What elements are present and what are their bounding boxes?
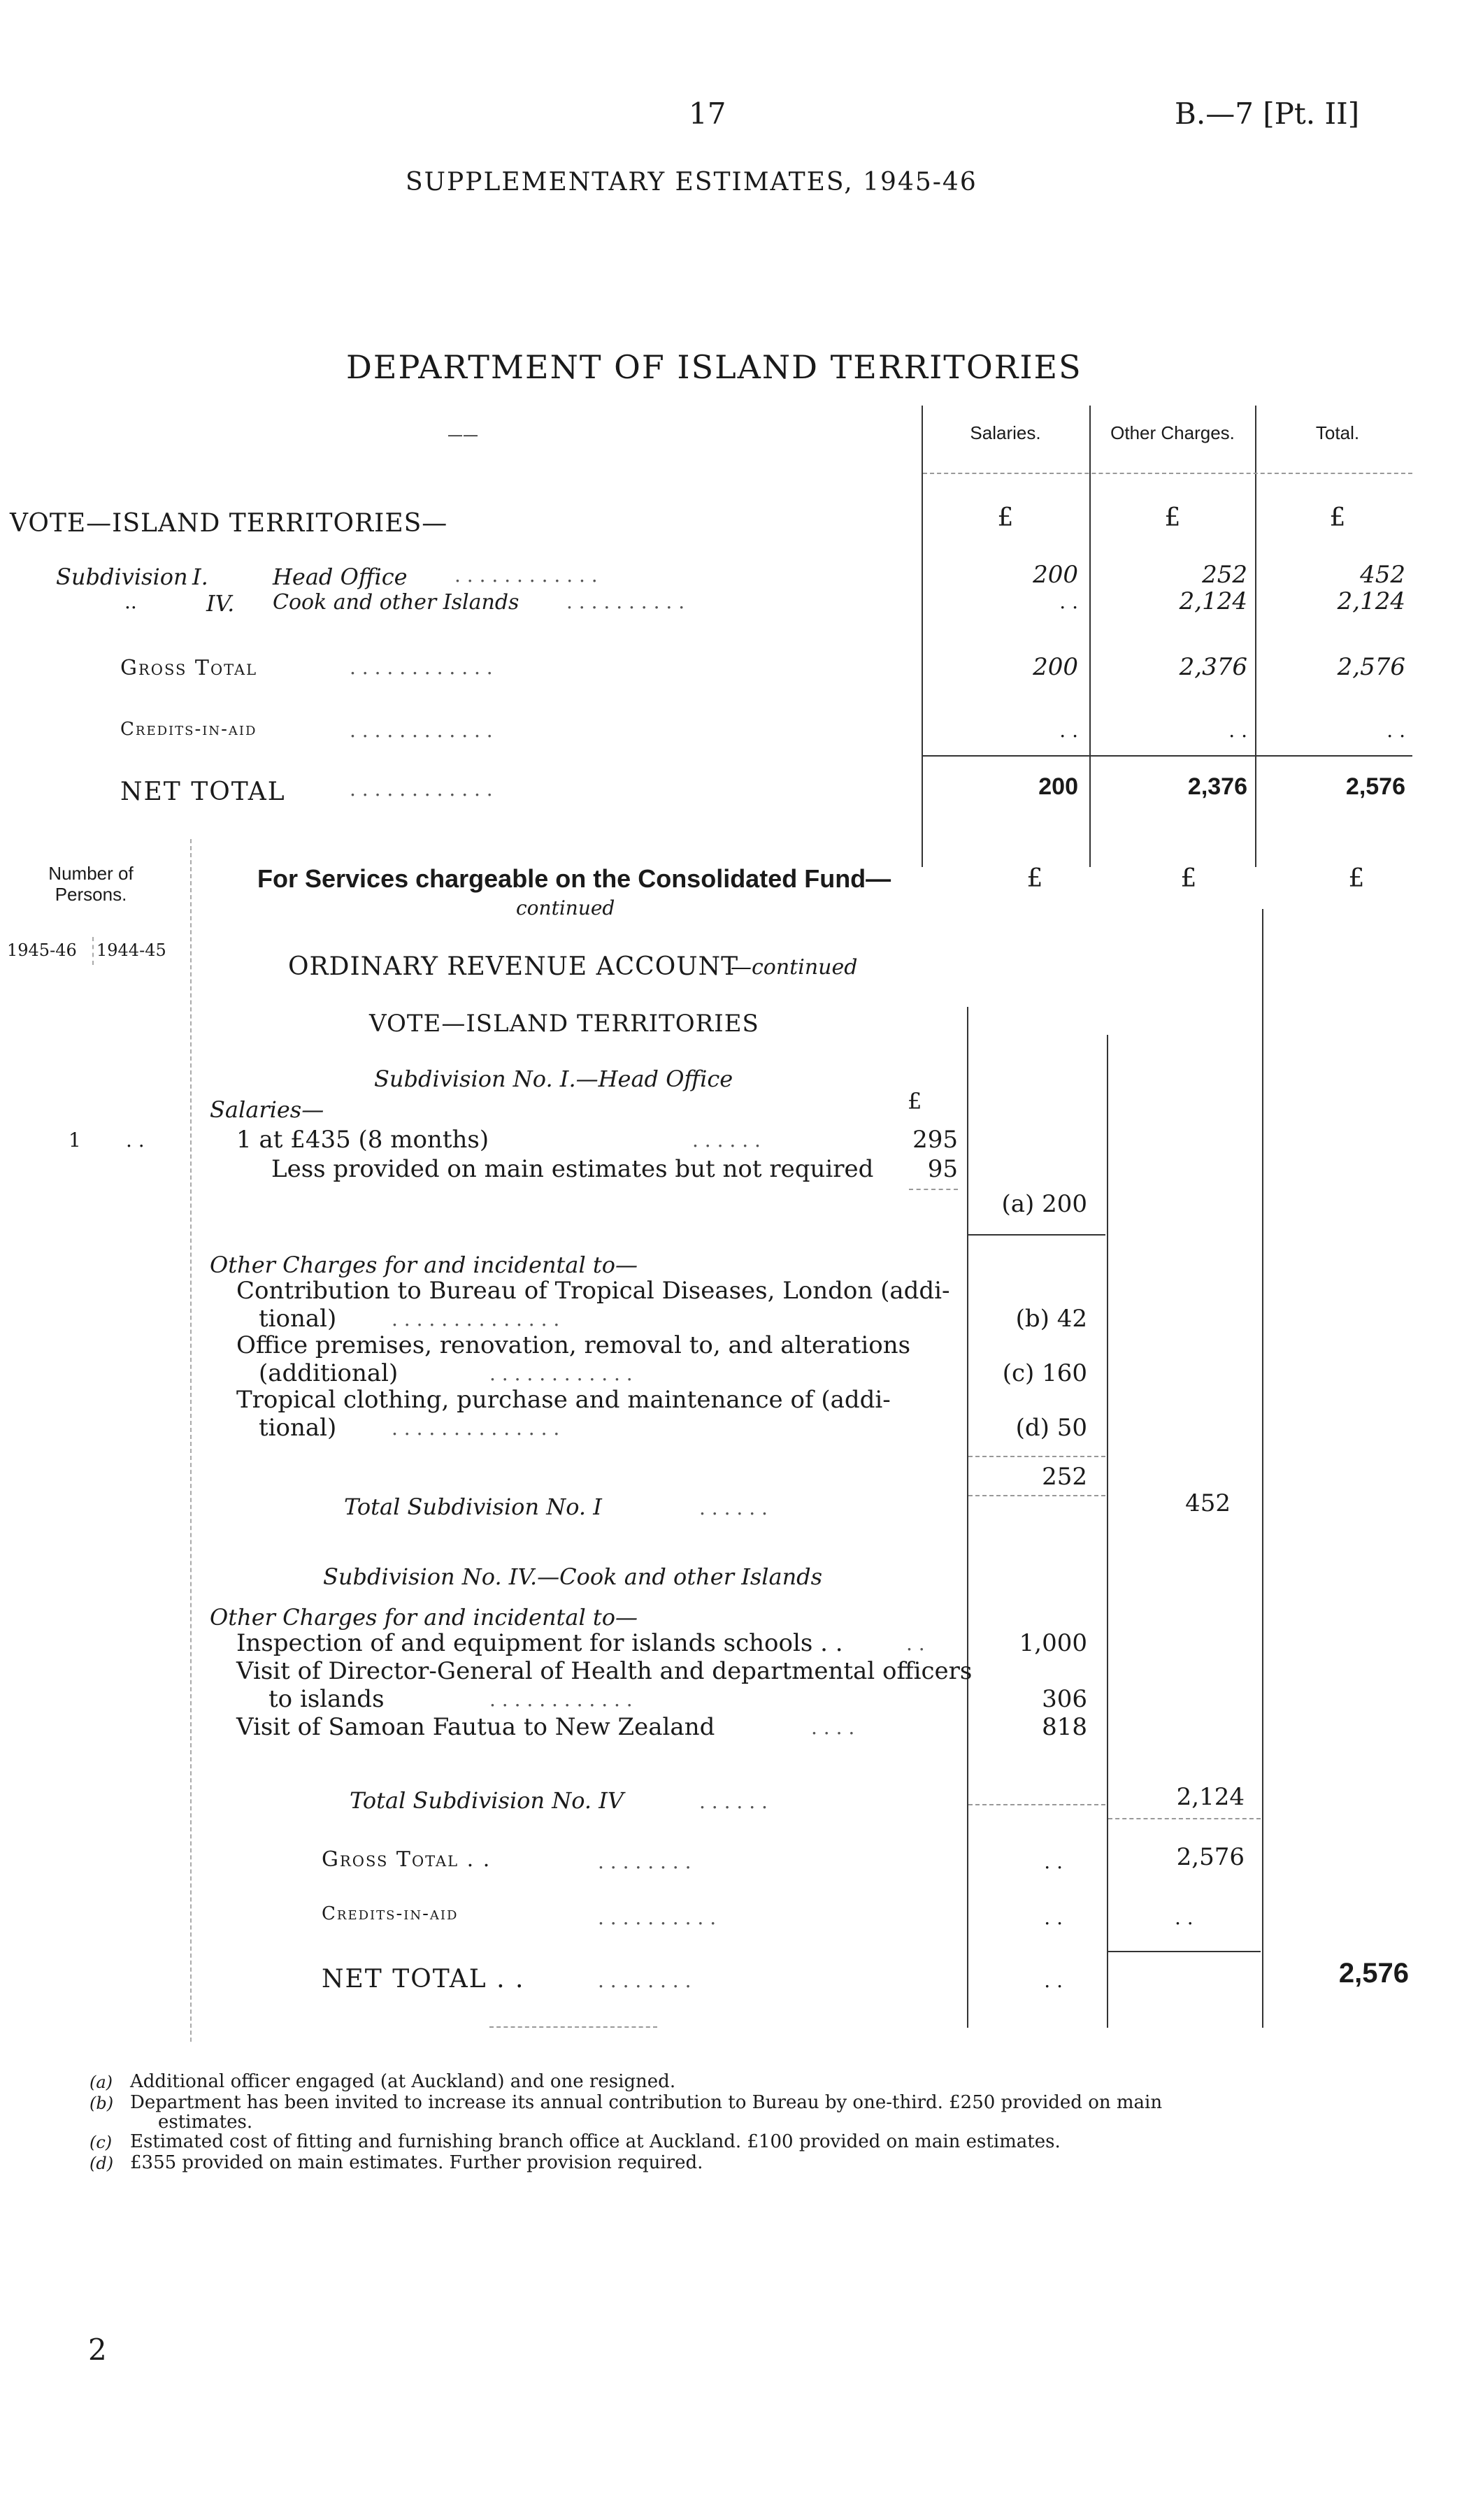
detail-col-divider-1 — [967, 1007, 968, 2028]
sub4-item-3-dots: . . . . — [811, 1716, 855, 1739]
gross-rule — [1108, 1818, 1261, 1819]
footnote-b-text: Department has been invited to increase its annual contribution to Bureau by one-third. £250 provided on main — [130, 2092, 1163, 2113]
charge-3-dots: . . . . . . . . . . . . . . — [392, 1417, 560, 1440]
detail-end-rule — [489, 2026, 657, 2028]
detail-gross-dots: . . . . . . . . — [598, 1850, 691, 1873]
footnote-c-text: Estimated cost of fitting and furnishing branch office at Auckland. £100 provided on main estimates. — [130, 2131, 1061, 2152]
other-subtotal: 252 — [1042, 1463, 1087, 1491]
detail-gross-other: 2,576 — [1176, 1843, 1245, 1871]
running-title: SUPPLEMENTARY ESTIMATES, 1945-46 — [406, 168, 977, 196]
salaries-label: Salaries— — [210, 1096, 324, 1123]
persons-column-rule — [190, 839, 192, 2042]
salary-subtotal-rule — [909, 1189, 958, 1190]
col-header-total: Total. — [1315, 422, 1360, 443]
charge-1-dots: . . . . . . . . . . . . . . — [392, 1308, 560, 1331]
credits-total: . . — [1386, 719, 1405, 742]
net-total-dots: . . . . . . . . . . . . — [350, 778, 493, 801]
account-title: ORDINARY REVENUE ACCOUNT — [288, 952, 739, 981]
row1-total: 452 — [1360, 561, 1405, 589]
detail-vote-title: VOTE—ISLAND TERRITORIES — [369, 1010, 759, 1038]
credits-label: Credits-in-aid — [120, 719, 257, 740]
row2-name: Cook and other Islands — [273, 590, 519, 615]
sub1-title: Subdivision No. I.—Head Office — [374, 1066, 733, 1092]
detail-credits-label: Credits-in-aid — [322, 1903, 459, 1924]
detail-col-divider-2 — [1107, 1035, 1108, 2028]
sub4-item-3: Visit of Samoan Fautua to New Zealand — [236, 1713, 715, 1741]
charge-2-dots: . . . . . . . . . . . . — [489, 1362, 633, 1385]
inner-currency: £ — [908, 1088, 922, 1115]
currency-total: £ — [1329, 503, 1346, 532]
account-continued: —continued — [731, 955, 858, 980]
sub4-total: 2,124 — [1176, 1783, 1245, 1811]
document-reference: B.—7 [Pt. II] — [1175, 96, 1360, 131]
charge-3-amount: (d) 50 — [1015, 1414, 1087, 1442]
net-total-total: 2,576 — [1345, 773, 1405, 800]
sub4-item-1-amount: 1,000 — [1019, 1629, 1087, 1657]
detail-credits-dots: . . . . . . . . . . — [598, 1906, 717, 1929]
detail-col-divider-3 — [1262, 909, 1263, 2028]
footnote-c-mark: (c) — [89, 2133, 113, 2152]
gross-total-salaries: 200 — [1033, 653, 1078, 681]
net-total-label: NET TOTAL — [120, 778, 286, 806]
salary-line-1-dots: . . . . . . — [692, 1129, 761, 1152]
row1-name: Head Office — [273, 564, 408, 590]
gross-total-other: 2,376 — [1179, 653, 1247, 681]
credits-other: . . — [1228, 719, 1247, 742]
year-current: 1945-46 — [7, 940, 77, 960]
row1-prefix: Subdivision — [56, 564, 188, 590]
salary-line-1-amount: 295 — [912, 1126, 958, 1154]
detail-net-total: 2,576 — [1338, 1958, 1409, 1989]
sub4-item-1: Inspection of and equipment for islands schools . . — [236, 1629, 843, 1657]
credits-salaries: . . — [1059, 719, 1078, 742]
gross-total-dots: . . . . . . . . . . . . — [350, 656, 493, 679]
detail-currency-1: £ — [1026, 864, 1043, 893]
salary-line-1: 1 at £435 (8 months) — [236, 1126, 489, 1154]
row2-total: 2,124 — [1337, 587, 1405, 615]
department-title: DEPARTMENT OF ISLAND TERRITORIES — [346, 348, 1082, 386]
salaries-total-rule — [968, 1234, 1105, 1236]
services-title: For Services chargeable on the Consolidated Fund— — [257, 864, 891, 893]
salaries-total: (a) 200 — [1001, 1190, 1087, 1218]
charge-1-line1: Contribution to Bureau of Tropical Diseases, London (addi- — [236, 1277, 950, 1305]
charge-2-amount: (c) 160 — [1002, 1359, 1087, 1387]
persons-header: Number of Persons. — [48, 863, 134, 905]
header-dash: —— — [447, 427, 478, 444]
row2-num: IV. — [206, 590, 235, 617]
year-previous: 1944-45 — [96, 940, 166, 960]
row1-num: I. — [192, 564, 208, 590]
sub1-total-rule — [968, 1495, 1105, 1496]
row2-dots: . . . . . . . . . . — [566, 590, 685, 613]
detail-gross-label: Gross Total . . — [322, 1847, 492, 1872]
net-rule — [923, 755, 1412, 757]
row1-salaries: 200 — [1033, 561, 1078, 589]
net-total-other: 2,376 — [1187, 773, 1247, 800]
col-header-salaries: Salaries. — [970, 422, 1041, 443]
footnote-b-mark: (b) — [89, 2093, 114, 2113]
footnote-a-mark: (a) — [89, 2072, 113, 2092]
detail-credits-salaries: . . — [1044, 1906, 1063, 1929]
charge-2-line2: (additional) — [259, 1359, 399, 1387]
gross-total-label: Gross Total — [120, 656, 258, 680]
charge-1-line2: tional) — [259, 1305, 337, 1333]
detail-net-salaries: . . — [1044, 1969, 1063, 1992]
sub4-total-rule — [968, 1804, 1105, 1805]
sub4-title: Subdivision No. IV.—Cook and other Islands — [323, 1563, 823, 1590]
row2-prefix: .. — [124, 590, 137, 613]
charge-3-line1: Tropical clothing, purchase and maintenance of (addi- — [236, 1386, 891, 1414]
detail-credits-other: . . — [1175, 1906, 1194, 1929]
sub4-item-2-line2: to islands — [268, 1685, 385, 1713]
year-divider — [92, 937, 94, 965]
credits-dots: . . . . . . . . . . . . — [350, 719, 493, 742]
gross-total-total: 2,576 — [1337, 653, 1405, 681]
sub4-total-label: Total Subdivision No. IV — [350, 1787, 624, 1814]
sub4-item-3-amount: 818 — [1042, 1713, 1087, 1741]
net-total-salaries: 200 — [1038, 773, 1078, 800]
charge-2-line1: Office premises, renovation, removal to, and alterations — [236, 1331, 911, 1359]
other-subtotal-rule — [968, 1456, 1105, 1457]
sub4-item-2-amount: 306 — [1042, 1685, 1087, 1713]
sub1-total-dots: . . . . . . — [699, 1496, 768, 1519]
currency-salaries: £ — [997, 503, 1014, 532]
row2-salaries: . . — [1059, 590, 1078, 613]
footnote-d-mark: (d) — [89, 2154, 114, 2173]
page-number: 17 — [689, 96, 726, 131]
detail-gross-salaries: . . — [1044, 1850, 1063, 1873]
charge-1-amount: (b) 42 — [1015, 1305, 1087, 1333]
sub4-item-2-line1: Visit of Director-General of Health and departmental officers — [236, 1657, 973, 1685]
footnote-b-text-cont: estimates. — [158, 2112, 253, 2133]
sub4-item-1-dots: . . — [906, 1632, 925, 1655]
detail-net-dots: . . . . . . . . — [598, 1969, 691, 1992]
salary-line-2: Less provided on main estimates but not required — [271, 1155, 874, 1183]
col-header-other-charges: Other Charges. — [1110, 422, 1235, 443]
detail-currency-2: £ — [1180, 864, 1197, 893]
other-charges-label-2: Other Charges for and incidental to— — [210, 1604, 638, 1631]
header-rule — [923, 473, 1412, 474]
page-marker: 2 — [88, 2333, 107, 2367]
footnote-a-text: Additional officer engaged (at Auckland) and one resigned. — [130, 2071, 676, 2092]
sub4-item-2-dots: . . . . . . . . . . . . — [489, 1688, 633, 1711]
persons-count: 1 — [69, 1129, 81, 1152]
vote-label: VOTE—ISLAND TERRITORIES— — [10, 509, 448, 538]
charge-3-line2: tional) — [259, 1414, 337, 1442]
currency-other: £ — [1164, 503, 1181, 532]
row2-other: 2,124 — [1179, 587, 1247, 615]
sub1-total-label: Total Subdivision No. I — [344, 1494, 602, 1520]
sub1-total: 452 — [1185, 1489, 1231, 1517]
footnote-d-text: £355 provided on main estimates. Further provision required. — [130, 2152, 703, 2173]
net-total-rule — [1108, 1951, 1261, 1952]
persons-prev: . . — [126, 1129, 145, 1152]
detail-net-label: NET TOTAL . . — [322, 1965, 525, 1993]
other-charges-label: Other Charges for and incidental to— — [210, 1252, 638, 1278]
services-continued: continued — [516, 896, 615, 919]
detail-currency-3: £ — [1348, 864, 1365, 893]
row1-other: 252 — [1202, 561, 1247, 589]
salary-line-2-amount: 95 — [927, 1155, 958, 1183]
row1-dots: . . . . . . . . . . . . — [454, 564, 598, 587]
summary-col-divider-3 — [1255, 406, 1256, 867]
sub4-total-dots: . . . . . . — [699, 1790, 768, 1813]
